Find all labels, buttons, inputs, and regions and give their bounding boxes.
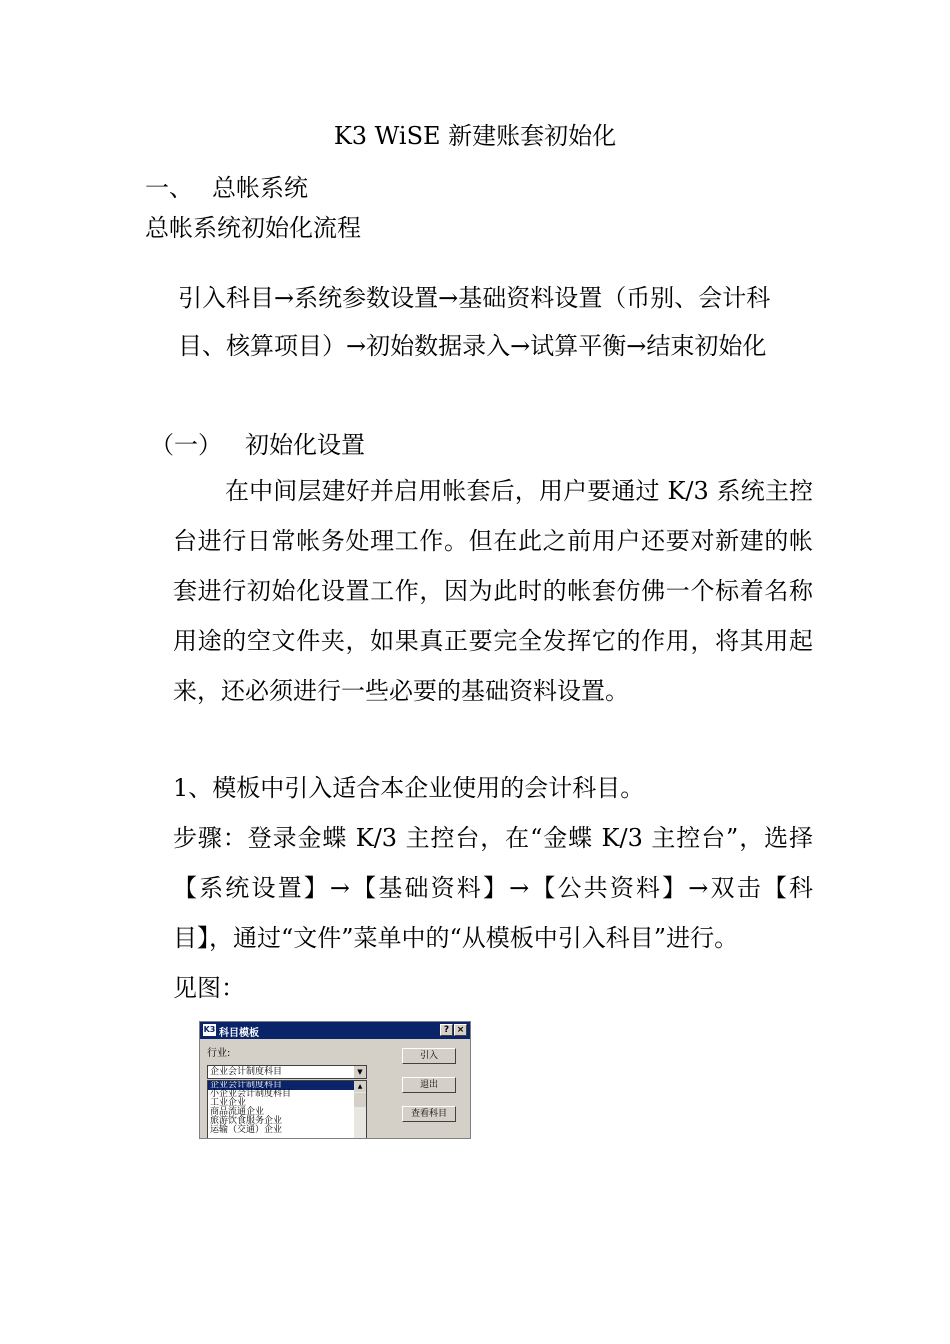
section-heading: 总帐系统: [212, 174, 308, 202]
list-item[interactable]: 旅游饮食服务企业: [210, 1116, 283, 1126]
list-item[interactable]: 工业企业: [210, 1098, 247, 1108]
scroll-up-icon[interactable]: ▲: [354, 1081, 366, 1092]
list-scrollbar[interactable]: [354, 1081, 366, 1139]
list-item[interactable]: 商品流通企业: [210, 1107, 265, 1117]
list-item[interactable]: 企业会计制度科目: [208, 1081, 366, 1090]
subsection-heading: 初始化设置: [245, 431, 365, 459]
close-button[interactable]: ×: [454, 1024, 467, 1036]
account-template-dialog: [199, 1021, 471, 1139]
section-number: 一、: [145, 174, 193, 202]
dialog-title: 科目模板: [219, 1028, 259, 1039]
step-heading: 1、模板中引入适合本企业使用的会计科目。: [173, 774, 645, 802]
intro-paragraph: 在中间层建好并启用帐套后，用户要通过 K/3 系统主控台进行日常帐务处理工作。但在此之前用户还要对新建的帐套进行初始化设置工作，因为此时的帐套仿佛一个标着名称用途的空文件夹，如果真正要完全发挥它的作用，将其用起来，还必须进行一些必要的基础资料设置。: [173, 477, 813, 705]
scroll-thumb[interactable]: [354, 1093, 366, 1107]
dialog-titlebar: [200, 1022, 470, 1039]
chevron-down-icon[interactable]: ▼: [354, 1066, 366, 1078]
view-accounts-button[interactable]: 查看科目: [402, 1106, 456, 1122]
list-item[interactable]: 小企业会计制度科目: [210, 1089, 292, 1099]
industry-label: 行业:: [207, 1048, 231, 1059]
section-subheading: 总帐系统初始化流程: [145, 214, 361, 242]
see-figure-label: 见图：: [173, 974, 245, 1002]
flow-line-2: 目、核算项目）→初始数据录入→试算平衡→结束初始化: [178, 332, 767, 360]
industry-list[interactable]: [207, 1080, 367, 1139]
step-paragraph: 步骤：登录金蝶 K/3 主控台，在“金蝶 K/3 主控台”，选择【系统设置】→【基础资料】→【公共资料】→双击【科目】，通过“文件”菜单中的“从模板中引入科目”进行。: [173, 824, 813, 952]
document-title: K3 WiSE 新建账套初始化: [333, 122, 617, 150]
import-button[interactable]: 引入: [402, 1048, 456, 1064]
flow-line-1: 引入科目→系统参数设置→基础资料设置（币别、会计科: [178, 284, 771, 312]
k3-logo-icon: K3: [203, 1025, 216, 1034]
industry-select[interactable]: [207, 1065, 367, 1079]
industry-select-value: 企业会计制度科目: [210, 1067, 283, 1077]
subsection-number: （一）: [150, 431, 222, 459]
exit-button[interactable]: 退出: [402, 1077, 456, 1093]
list-item[interactable]: 运输（交通）企业: [210, 1125, 283, 1135]
help-button[interactable]: ?: [440, 1024, 453, 1036]
